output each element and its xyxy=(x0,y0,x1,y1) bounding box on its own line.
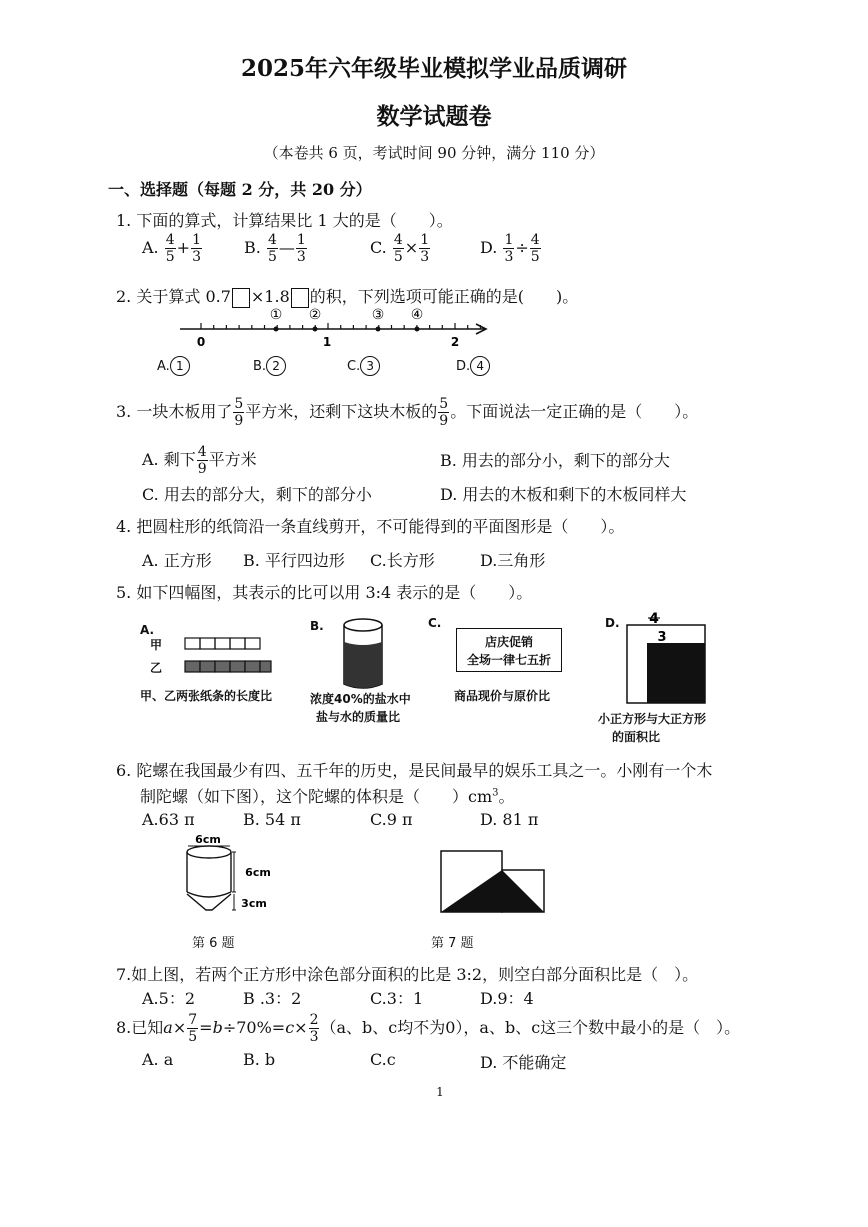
q5-d-caption-1: 小正方形与大正方形 xyxy=(598,712,707,726)
exam-note: （本卷共 6 页，考试时间 90 分钟，满分 110 分） xyxy=(263,144,605,162)
top-height-label: 6cm xyxy=(245,866,271,879)
q5-a-caption: 甲、乙两张纸条的长度比 xyxy=(140,689,273,703)
q1-option-a: A. $\frac{4}{5}$ + $\frac{1}{3}$ xyxy=(142,232,201,265)
q3-option-b: B. 用去的部分小，剩下的部分大 xyxy=(440,451,670,470)
q2-option-d: D. 4 xyxy=(456,356,490,376)
q8-option-b: B. b xyxy=(243,1050,276,1069)
point-3-dot xyxy=(376,327,381,332)
shaded-triangle xyxy=(441,870,544,912)
tick-label-1: 1 xyxy=(322,335,332,349)
q5-a-label-yi: 乙 xyxy=(150,661,163,675)
q7-option-b: B .3：2 xyxy=(243,989,302,1008)
section-title: 一、选择题（每题 2 分，共 20 分） xyxy=(108,180,372,199)
q3-option-d: D. 用去的木板和剩下的木板同样大 xyxy=(440,485,687,504)
exam-subtitle: 数学试题卷 xyxy=(376,103,492,130)
q1-option-c: C. $\frac{4}{5}$ × $\frac{1}{3}$ xyxy=(370,232,430,265)
small-square-side-label: 3 xyxy=(657,630,667,645)
point-1-dot xyxy=(274,327,279,332)
point-2-dot xyxy=(313,327,318,332)
strip-yi xyxy=(185,661,271,672)
tick-label-0: 0 xyxy=(196,335,206,349)
q5-a-label-jia: 甲 xyxy=(150,638,163,652)
q8-option-d: D. 不能确定 xyxy=(480,1053,567,1072)
q1-option-b: B. $\frac{4}{5}$ — $\frac{1}{3}$ xyxy=(244,232,306,265)
q5-a-strips xyxy=(184,636,274,676)
q6-option-a: A.63 π xyxy=(142,810,195,829)
point-3-label: ③ xyxy=(371,307,385,323)
big-square-side-label: 4 xyxy=(649,611,659,627)
point-2-label: ② xyxy=(308,307,322,323)
point-4-label: ④ xyxy=(410,307,424,323)
tick-label-2: 2 xyxy=(450,335,460,349)
q5-a-letter: A. xyxy=(140,623,155,637)
spinning-top-figure xyxy=(176,832,286,924)
q5-b-caption-2: 盐与水的质量比 xyxy=(316,710,401,724)
q8-option-a: A. a xyxy=(142,1050,174,1069)
q6-option-b: B. 54 π xyxy=(243,810,301,829)
q4-stem: 4. 把圆柱形的纸筒沿一条直线剪开，不可能得到的平面图形是（ ）。 xyxy=(116,517,625,536)
two-squares-figure xyxy=(436,848,550,916)
q4-option-d: D.三角形 xyxy=(480,551,546,570)
strip-jia xyxy=(185,638,260,649)
top-cone-label: 3cm xyxy=(241,897,267,910)
q2-option-c: C. 3 xyxy=(347,356,380,376)
q5-stem: 5. 如下四幅图，其表示的比可以用 3:4 表示的是（ ）。 xyxy=(116,583,533,602)
q1-option-d: D. $\frac{1}{3}$ ÷ $\frac{4}{5}$ xyxy=(480,232,540,265)
q6-line-2: 制陀螺（如下图），这个陀螺的体积是（ ）$cm^3$。 xyxy=(140,787,515,806)
page-number: 1 xyxy=(436,1085,444,1099)
q6-figure-caption: 第 6 题 xyxy=(192,936,235,951)
point-4-dot xyxy=(415,327,420,332)
q5-d-caption-2: 的面积比 xyxy=(612,730,661,744)
promo-sign-line-2: 全场一律七五折 xyxy=(466,653,551,667)
beaker-icon xyxy=(338,614,388,694)
q4-option-a: A. 正方形 xyxy=(142,551,212,570)
top-diameter-label: 6cm xyxy=(195,833,221,846)
q5-d-squares xyxy=(622,610,710,706)
small-square xyxy=(647,643,705,703)
q2-option-a: A. 1 xyxy=(157,356,190,376)
q7-option-a: A.5：2 xyxy=(142,989,196,1008)
q3-option-c: C. 用去的部分大，剩下的部分小 xyxy=(142,485,372,504)
q3-option-a: A. 剩下 $\frac{4}{9}$ 平方米 xyxy=(142,444,257,477)
q6-option-d: D. 81 π xyxy=(480,810,539,829)
q7-figure-caption: 第 7 题 xyxy=(431,936,474,951)
q2-option-b: B. 2 xyxy=(253,356,286,376)
q7-option-c: C.3：1 xyxy=(370,989,424,1008)
exam-title: 2025年六年级毕业模拟学业品质调研 xyxy=(240,55,627,82)
q4-option-b: B. 平行四边形 xyxy=(243,551,345,570)
q4-option-c: C.长方形 xyxy=(370,551,435,570)
q5-b-letter: B. xyxy=(310,619,324,633)
q3-stem: 3. 一块木板用了 $\frac{5}{9}$ 平方米，还剩下这块木板的 $\frac{5}{9}$ 。下面说法一定正确的是（ ）。 xyxy=(116,396,699,429)
q7-stem: 7.如上图，若两个正方形中涂色部分面积的比是 3:2，则空白部分面积比是（ ）。 xyxy=(116,965,699,984)
promo-sign-line-1: 店庆促销 xyxy=(484,635,533,649)
q5-b-caption-1: 浓度40%的盐水中 xyxy=(310,692,411,706)
q1-stem: 1. 下面的算式，计算结果比 1 大的是（ ）。 xyxy=(116,211,453,230)
q8-option-c: C.c xyxy=(370,1050,396,1069)
q6-line-1: 6. 陀螺在我国最少有四、五千年的历史，是民间最早的娱乐工具之一。小刚有一个木 xyxy=(116,761,713,780)
q5-c-caption: 商品现价与原价比 xyxy=(454,689,551,703)
q7-option-d: D.9：4 xyxy=(480,989,534,1008)
q6-option-c: C.9 π xyxy=(370,810,413,829)
q5-c-letter: C. xyxy=(428,616,442,630)
point-1-label: ① xyxy=(269,307,283,323)
q2-stem: 2. 关于算式 0.7 ×1.8 的积，下列选项可能正确的是( )。 xyxy=(116,287,579,306)
q8-stem: 8.已知a× $\frac{7}{5}$ =b÷70%=c× $\frac{2}{3}$ （a、b、c均不为0），a、b、c这三个数中最小的是（ ）。 xyxy=(116,1012,741,1045)
q5-d-letter: D. xyxy=(605,616,620,630)
number-line xyxy=(170,302,500,352)
promo-sign xyxy=(456,628,562,672)
